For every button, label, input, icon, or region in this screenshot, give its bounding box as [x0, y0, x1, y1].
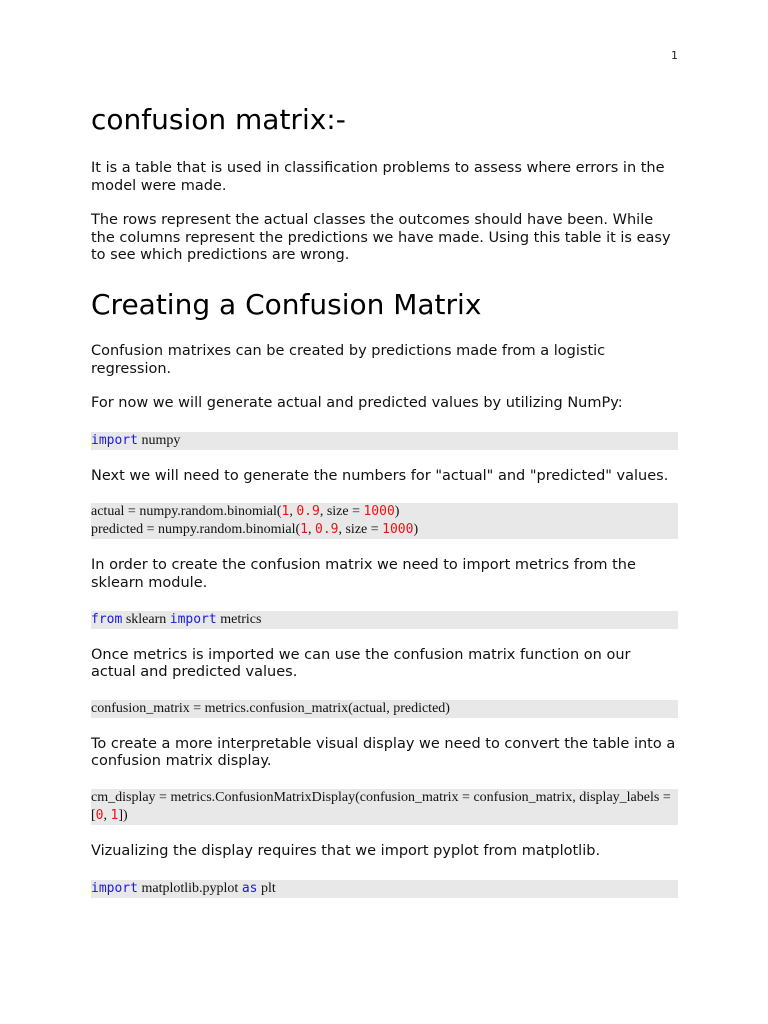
- paragraph-generate-numbers: Next we will need to generate the numbers for "actual" and "predicted" values.: [91, 467, 669, 484]
- code-block-cm-display: [91, 789, 678, 825]
- code-number: 1: [300, 522, 308, 538]
- paragraph-visual-display: To create a more interpretable visual display we need to convert the table into a confusion matrix display.: [91, 735, 676, 770]
- code-number: 1: [281, 504, 290, 520]
- code-text: ): [413, 522, 419, 538]
- code-number: 1000: [382, 522, 414, 538]
- page-number: 1: [671, 49, 678, 62]
- code-text: confusion_matrix = metrics.confusion_matrix(actual, predicted): [91, 700, 450, 716]
- code-block-import-metrics: [91, 611, 678, 629]
- code-text: ,: [103, 807, 111, 823]
- code-keyword: import: [169, 611, 217, 627]
- code-text: actual = numpy.random.binomial(: [91, 504, 282, 520]
- code-text: , size =: [338, 522, 383, 538]
- code-text: , size =: [319, 504, 364, 520]
- code-line-predicted: [91, 521, 678, 539]
- paragraph-numpy-intro: For now we will generate actual and predicted values by utilizing NumPy:: [91, 395, 623, 412]
- code-text: plt: [257, 880, 276, 896]
- code-block-binomial: [91, 503, 678, 539]
- paragraph-definition: It is a table that is used in classification problems to assess where errors in the model were made.: [91, 160, 665, 194]
- code-block-confusion-matrix: [91, 700, 678, 718]
- code-text: ): [394, 504, 400, 520]
- code-text: matplotlib.pyplot: [137, 880, 242, 896]
- code-keyword: as: [241, 880, 258, 896]
- code-line-actual: [91, 503, 678, 521]
- section-heading-confusion-matrix: confusion matrix:-: [91, 103, 346, 136]
- code-text: sklearn: [122, 611, 170, 627]
- code-text: metrics: [216, 611, 262, 627]
- code-keyword: import: [91, 432, 138, 448]
- paragraph-pyplot: Vizualizing the display requires that we import pyplot from matplotlib.: [91, 842, 601, 859]
- code-text: ,: [289, 504, 297, 520]
- code-number: 0.9: [296, 504, 320, 520]
- page-content: [91, 102, 678, 916]
- code-keyword: from: [91, 611, 123, 627]
- paragraph-use-confusion-matrix: Once metrics is imported we can use the confusion matrix function on our actual and predicted values.: [91, 646, 631, 681]
- section-heading-creating: Creating a Confusion Matrix: [91, 287, 482, 321]
- paragraph-rows-columns: The rows represent the actual classes the outcomes should have been. While the columns represent the predictions we have made. Using this table it is easy to see which predictions are wrong.: [91, 212, 671, 264]
- paragraph-import-metrics: In order to create the confusion matrix we need to import metrics from the sklearn module.: [91, 557, 636, 591]
- code-number: 0: [95, 807, 104, 823]
- code-number: 1000: [363, 504, 395, 520]
- code-text: numpy: [137, 432, 181, 448]
- paragraph-logistic-regression: Confusion matrixes can be created by predictions made from a logistic regression.: [91, 342, 606, 377]
- code-number: 1: [110, 807, 119, 823]
- code-block-import-pyplot: [91, 880, 678, 898]
- code-text: ,: [308, 522, 315, 538]
- code-text: ]): [118, 807, 128, 823]
- code-text: predicted = numpy.random.binomial(: [91, 522, 301, 538]
- code-block-import-numpy: [91, 432, 678, 450]
- code-number: 0.9: [315, 522, 339, 538]
- code-text: cm_display = metrics.ConfusionMatrixDisplay(confusion_matrix = confusion_matrix, display_labels = [: [91, 789, 675, 823]
- code-keyword: import: [91, 880, 138, 896]
